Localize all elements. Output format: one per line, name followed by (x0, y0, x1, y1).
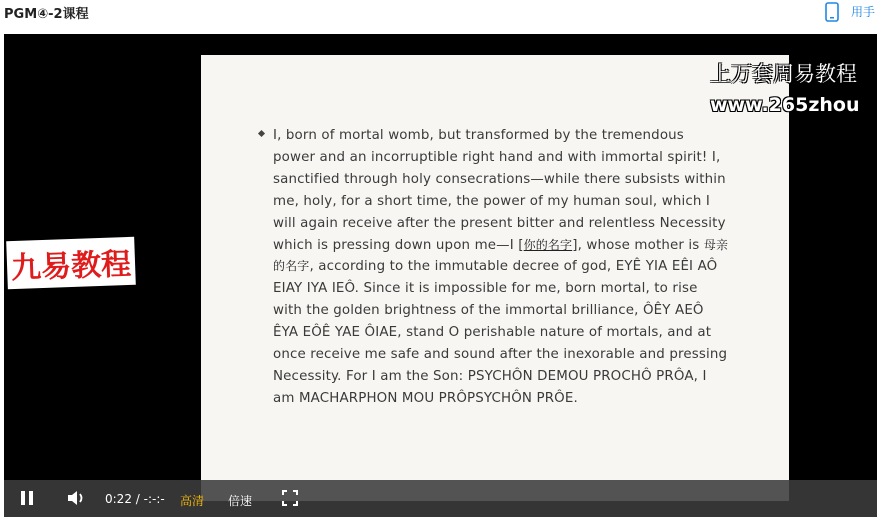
watermark-left: 九易教程 (6, 237, 136, 289)
slide-handwritten-name: 你的名字 (523, 237, 573, 252)
watermark-right-url: www.265zhou (710, 94, 860, 116)
quality-button[interactable]: 高清 (180, 494, 205, 508)
video-slide (201, 55, 789, 501)
pause-icon[interactable] (20, 491, 34, 505)
phone-icon[interactable] (824, 2, 840, 22)
volume-icon[interactable] (66, 489, 86, 507)
video-player[interactable] (4, 34, 877, 517)
fullscreen-icon[interactable] (282, 490, 298, 506)
slide-handwritten-mother-name: 母亲的名字 (273, 237, 729, 274)
watermark-right-title: 上万套周易教程 (710, 62, 857, 86)
slide-text-part-1: I, born of mortal womb, but transformed by the tremendous power and an incorruptible right hand and with immortal spirit! I, sanctified through holy consecrations—while there subsists within me, holy, for a short time, the power of my human soul, which I will again receive after the present bitter and relentless Necessity which is pressing down upon me—I [ (273, 128, 726, 253)
top-bar (0, 0, 877, 34)
page-title: PGM④-2课程 (4, 7, 89, 22)
time-display: 0:22 / -:-:- (105, 492, 165, 506)
phone-link[interactable]: 用手 (851, 5, 876, 19)
slide-text-part-3: , according to the immutable decree of god, EYÊ YIA EÊI AÔ EIAY IYA IEÔ. Since it is impossible for me, born mortal, to rise with the golden brightness of the immortal brilliance, ÔÊY AEÔ ÊYA EÔÊ YAE ÔIAE, stand O perishable nature of mortals, and at once receive me safe and sound after the inexorable and pressing Necessity. For I am the Son: PSYCHÔN DEMOU PROCHÔ PRÔA, I am MACHARPHON MOU PRÔPSYCHÔN PRÔE. (273, 259, 728, 406)
slide-text-part-2: ], whose mother is (572, 237, 704, 253)
bullet-icon (258, 130, 265, 137)
slide-text (273, 125, 729, 410)
player-controls (4, 480, 877, 517)
speed-button[interactable]: 倍速 (228, 494, 253, 508)
